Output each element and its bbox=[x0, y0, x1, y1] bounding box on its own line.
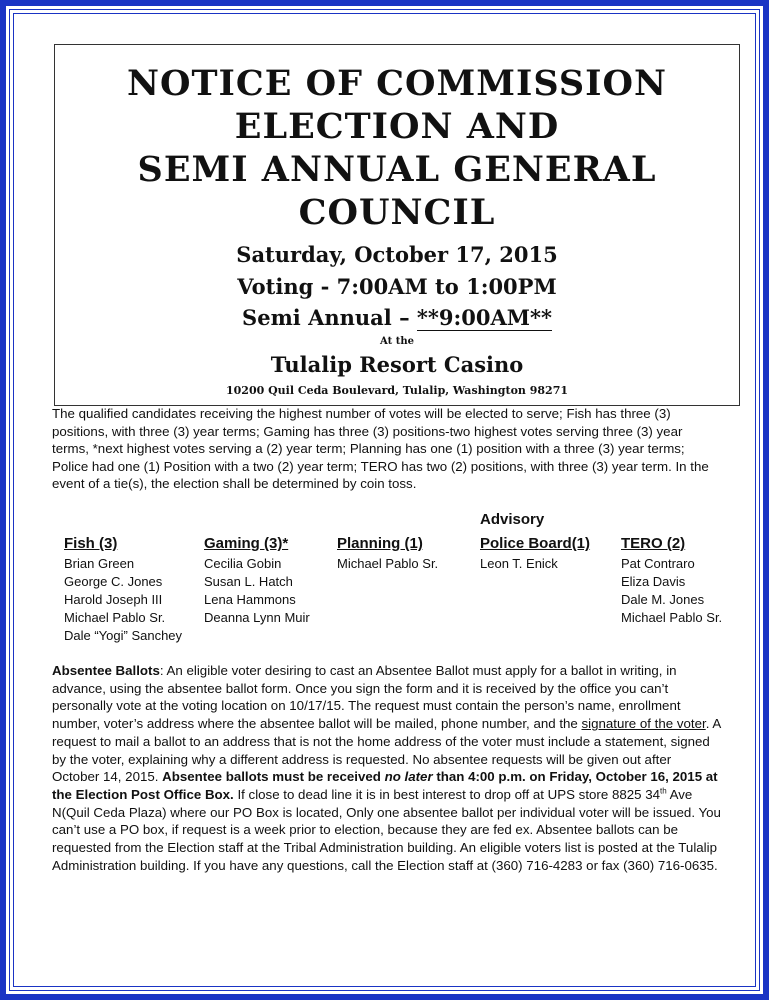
title-line: NOTICE OF COMMISSION bbox=[127, 63, 667, 104]
candidate-name: Lena Hammons bbox=[204, 592, 296, 607]
advisory-label: Advisory bbox=[480, 511, 545, 528]
intro-paragraph: The qualified candidates receiving the highest number of votes will be elected to serve; Fish has three (3) positions, with three (3) year terms; Gaming has three (3) positions-two highest votes serving three (3) year terms, *next highest votes serving a (2) year term; Planning has one (1) position with a three (3) year terms; Police had one (1) Position with a two (2) year term; TERO has two (2) positions, with three (3) year term. In the event of a tie(s), the election shall be determined by coin toss. bbox=[52, 406, 709, 491]
notice-title bbox=[54, 62, 740, 234]
column-header: Fish (3) bbox=[64, 535, 118, 552]
absentee-text: If close to dead line it is in best interest to drop off at UPS store 8825 34 bbox=[233, 786, 661, 802]
voting-hours: Voting - 7:00AM to 1:00PM bbox=[237, 274, 557, 299]
candidate-name: Michael Pablo Sr. bbox=[64, 610, 166, 625]
candidate-column-fish bbox=[64, 534, 182, 645]
title-line: SEMI ANNUAL GENERAL bbox=[137, 149, 657, 190]
column-header: Planning (1) bbox=[337, 535, 423, 552]
candidate-name: Michael Pablo Sr. bbox=[621, 610, 723, 625]
at-the-label: At the bbox=[380, 336, 414, 347]
deadline-text: than 4:00 p.m. on Friday, October 16, 2015 at the Election Post Office Box. bbox=[52, 769, 718, 802]
candidate-name: Dale “Yogi” Sanchey bbox=[64, 628, 183, 643]
candidate-list bbox=[337, 555, 438, 573]
candidate-column-tero bbox=[621, 534, 722, 627]
ordinal-suffix: th bbox=[660, 786, 667, 796]
column-header: TERO (2) bbox=[621, 535, 686, 552]
venue-name: Tulalip Resort Casino bbox=[270, 352, 524, 377]
candidate-name: Harold Joseph III bbox=[64, 592, 163, 607]
absentee-text: Ave N(Quil Ceda Plaza) where our PO Box is located, Only one absentee ballot per individual voter will be issued. You can’t use a PO box, if request is a week prior to election, because they are fed ex. Absentee ballots can be requested from the Election staff at the Tribal Administration building. An eligible voters list is posted at the Tulalip Administration building. If you have any questions, call the Election staff at (360) 716-4283 or fax (360) 716-0635. bbox=[52, 786, 721, 873]
candidate-name: Brian Green bbox=[64, 556, 135, 571]
title-line: ELECTION AND bbox=[234, 106, 560, 147]
candidate-name: Leon T. Enick bbox=[480, 556, 558, 571]
candidate-name: Pat Contraro bbox=[621, 556, 695, 571]
candidate-name: Eliza Davis bbox=[621, 574, 686, 589]
column-header: Gaming (3)* bbox=[204, 535, 289, 552]
candidate-name: Michael Pablo Sr. bbox=[337, 556, 439, 571]
venue-address: 10200 Quil Ceda Boulevard, Tulalip, Washington 98271 bbox=[225, 384, 569, 397]
absentee-label: Absentee Ballots bbox=[52, 663, 160, 678]
candidate-name: Dale M. Jones bbox=[621, 592, 705, 607]
deadline-text: Absentee ballots must be received bbox=[162, 769, 385, 785]
candidate-list bbox=[480, 555, 590, 573]
candidate-column-planning bbox=[337, 534, 438, 573]
candidate-name: Susan L. Hatch bbox=[204, 574, 293, 589]
candidate-column-police bbox=[480, 534, 590, 573]
absentee-text: : An eligible voter desiring to cast an Absentee Ballot must apply for a ballot in writing, in advance, using the absentee ballot form. Once you sign the form and it is received by the office you can’t personally vote at the voting location on 10/17/15. The request must contain the person’s name, enrollment number, voter’s address where the absentee ballot will be mailed, phone number, and the bbox=[52, 663, 681, 732]
candidate-list bbox=[621, 555, 722, 627]
candidate-column-gaming bbox=[204, 534, 310, 627]
deadline-emphasis: no later bbox=[384, 769, 433, 785]
candidate-list bbox=[204, 555, 310, 627]
semi-annual-label: Semi Annual – bbox=[242, 305, 417, 330]
signature-text: signature of the voter bbox=[581, 716, 706, 732]
title-line: COUNCIL bbox=[298, 192, 496, 233]
candidate-list bbox=[64, 555, 182, 645]
semi-annual-time bbox=[54, 305, 740, 330]
absentee-paragraph bbox=[52, 662, 722, 874]
semi-annual-hour: **9:00AM** bbox=[416, 305, 552, 330]
candidate-name: Deanna Lynn Muir bbox=[204, 610, 310, 625]
event-date: Saturday, October 17, 2015 bbox=[236, 242, 558, 267]
candidate-name: Cecilia Gobin bbox=[204, 556, 282, 571]
absentee-text: . A request to mail a ballot to an address that is not the home address of the voter must include a statement, signed by the voter, explaining why a different address is requested. No absentee requests will be given out after October 14, 2015. bbox=[52, 716, 721, 785]
candidate-name: George C. Jones bbox=[64, 574, 163, 589]
column-header: Police Board(1) bbox=[480, 535, 591, 552]
